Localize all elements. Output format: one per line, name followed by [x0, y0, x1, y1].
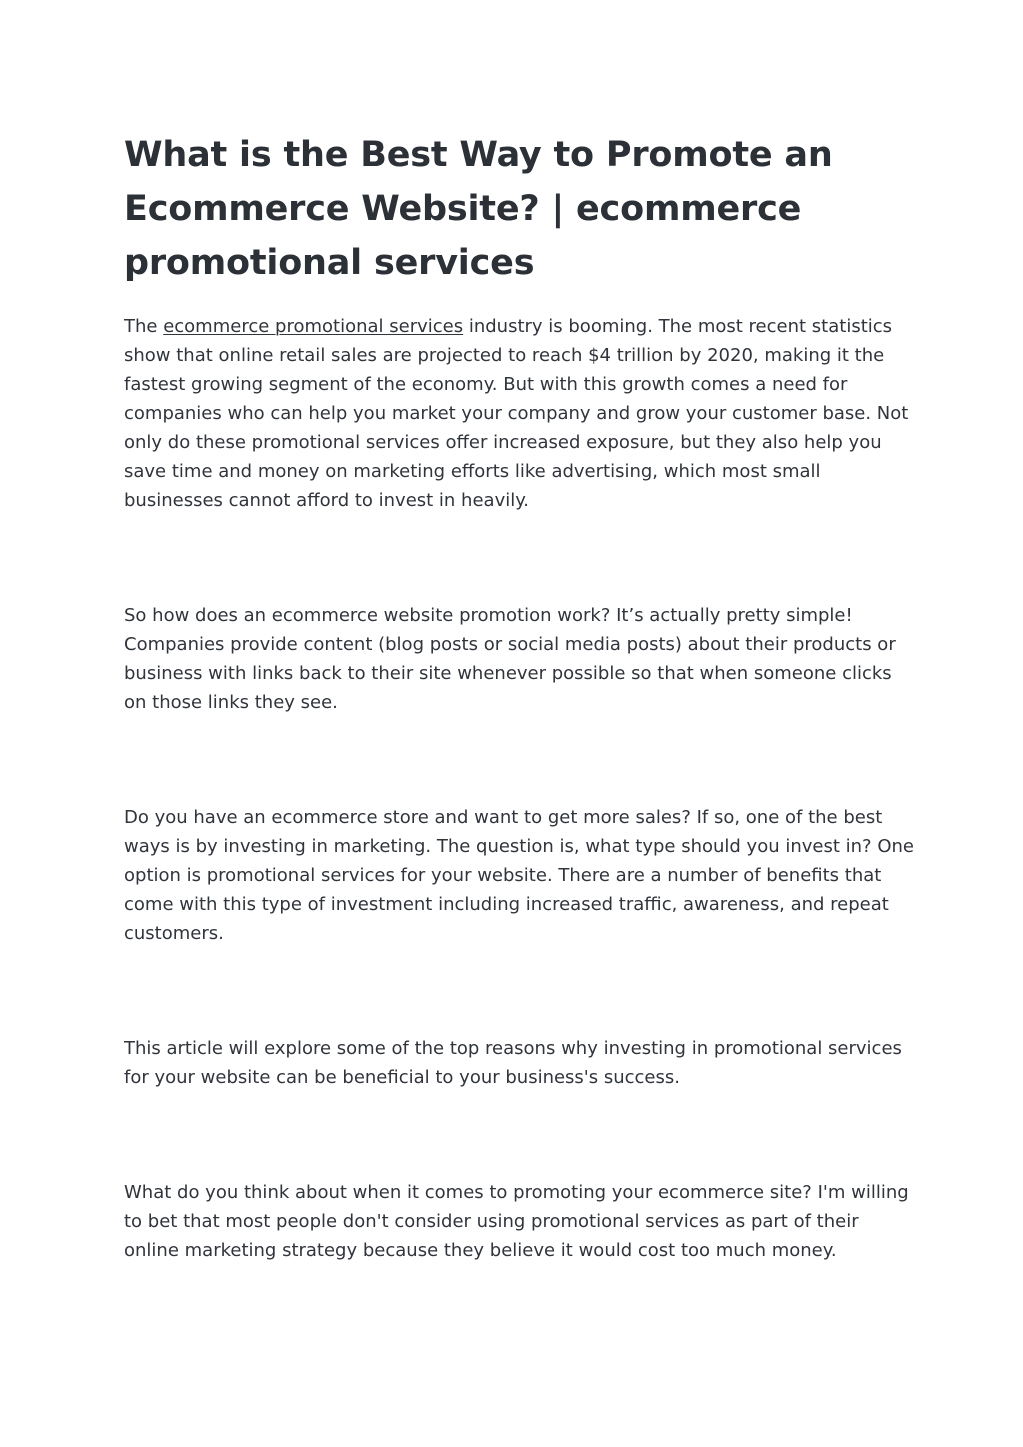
intro-paragraph: [124, 312, 914, 515]
paragraph-promoting-site: What do you think about when it comes to promoting your ecommerce site? I'm willing to bet that most people don't consider using promotional services as part of their online marketing strategy because they believe it would cost too much money.: [124, 1182, 909, 1261]
ecommerce-promotional-services-link[interactable]: ecommerce promotional services: [163, 316, 464, 337]
intro-text-after-link: industry is booming. The most recent statistics show that online retail sales are projected to reach $4 trillion by 2020, making it the fastest growing segment of the economy. But with this growth comes a need for companies who can help you market your company and grow your customer base. Not only do these promotional services offer increased exposure, but they also help you save time and money on marketing efforts like advertising, which most small businesses cannot afford to invest in heavily.: [124, 316, 909, 511]
paragraph-more-sales: Do you have an ecommerce store and want to get more sales? If so, one of the best ways is by investing in marketing. The question is, what type should you invest in? One option is promotional services for your website. There are a number of benefits that come with this type of investment including increased traffic, awareness, and repeat customers.: [124, 807, 914, 944]
document-page: [124, 128, 914, 1265]
paragraph-article-scope: This article will explore some of the top reasons why investing in promotional services for your website can be beneficial to your business's success.: [124, 1038, 902, 1088]
page-title: What is the Best Way to Promote an Ecommerce Website? | ecommerce promotional services: [124, 135, 833, 283]
paragraph-how-it-works: So how does an ecommerce website promotion work? It’s actually pretty simple! Companies provide content (blog posts or social media posts) about their products or business with links back to their site whenever possible so that when someone clicks on those links they see.: [124, 605, 896, 713]
intro-text-before-link: The: [124, 316, 164, 337]
